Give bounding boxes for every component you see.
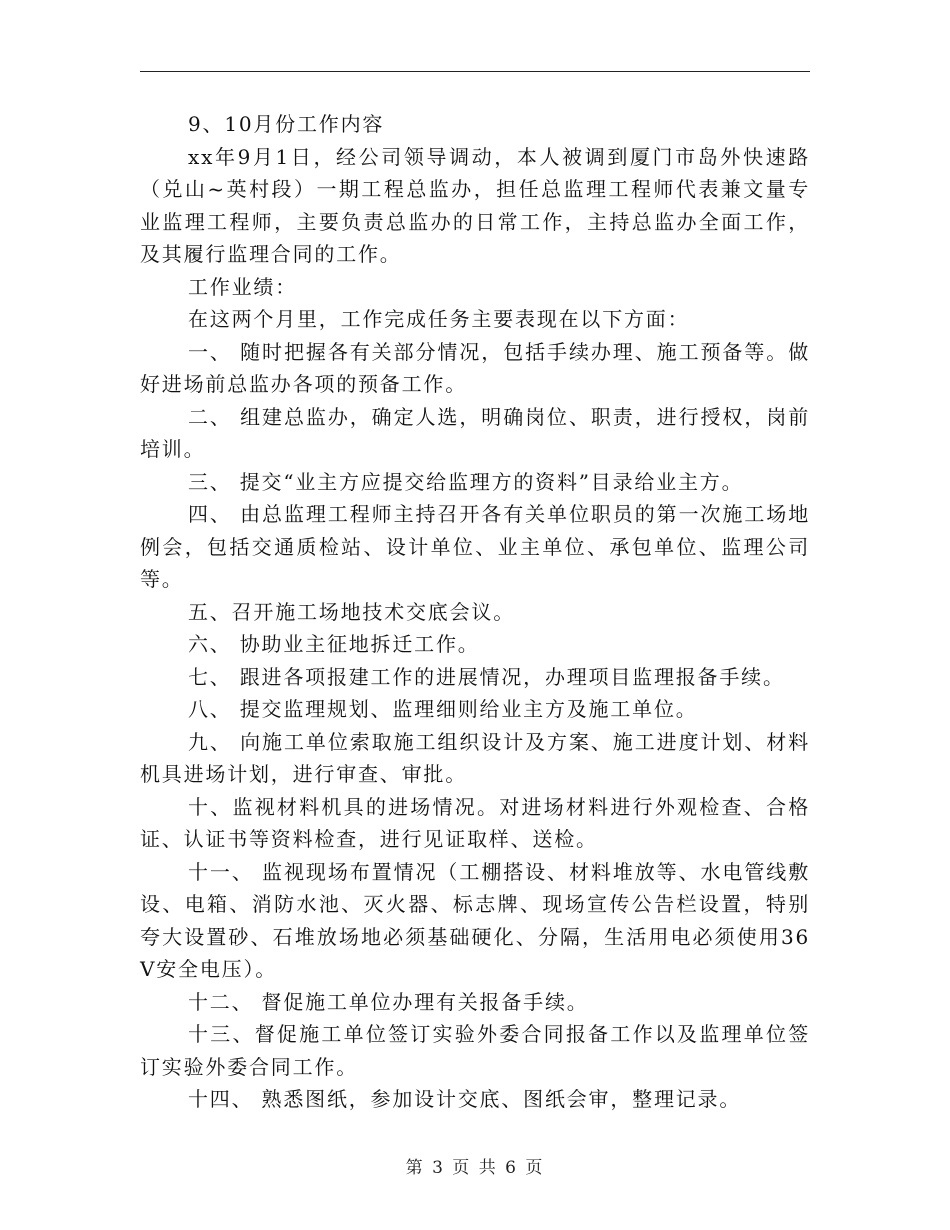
list-item-5: 五、召开施工场地技术交底会议。 [188, 599, 515, 624]
document-body [140, 108, 810, 1116]
list-item-8: 八、 提交监理规划、监理细则给业主方及施工单位。 [188, 697, 698, 721]
list-item-9: 九、 向施工单位索取施工组织设计及方案、施工进度计划、材料机具进场计划，进行审查、审批。 [140, 729, 810, 786]
list-item-2: 二、 组建总监办，确定人选，明确岗位、职责，进行授权，岗前培训。 [140, 404, 810, 461]
list-item-12: 十二、 督促施工单位办理有关报备手续。 [188, 989, 589, 1014]
section-heading: 9、10月份工作内容 [188, 112, 385, 136]
paragraph-work-results-heading: 工作业绩： [188, 274, 297, 299]
paragraph-summary: 在这两个月里，工作完成任务主要表现在以下方面： [188, 307, 690, 331]
list-item-14: 十四、 熟悉图纸，参加设计交底、图纸会审，整理记录。 [188, 1087, 742, 1111]
header-rule [140, 71, 810, 72]
list-item-10: 十、监视材料机具的进场情况。对进场材料进行外观检查、合格证、认证书等资料检查，进行见证取样、送检。 [140, 794, 810, 851]
list-item-4: 四、 由总监理工程师主持召开各有关单位职员的第一次施工场地例会，包括交通质检站、设计单位、业主单位、承包单位、监理公司等。 [140, 502, 810, 591]
list-item-13: 十三、督促施工单位签订实验外委合同报备工作以及监理单位签订实验外委合同工作。 [140, 1022, 810, 1079]
list-item-6: 六、 协助业主征地拆迁工作。 [188, 632, 480, 656]
list-item-1: 一、 随时把握各有关部分情况，包括手续办理、施工预备等。做好进场前总监办各项的预备工作。 [140, 339, 810, 396]
page-number-footer: 第 3 页 共 6 页 [405, 1158, 545, 1178]
paragraph-intro: xx年9月1日，经公司领导调动，本人被调到厦门市岛外快速路（兑山~英村段）一期工程总监办，担任总监理工程师代表兼文量专业监理工程师，主要负责总监办的日常工作，主持总监办全面工作，及其履行监理合同的工作。 [140, 144, 810, 266]
list-item-11: 十一、 监视现场布置情况（工棚搭设、材料堆放等、水电管线敷设、电箱、消防水池、灭火器、标志牌、现场宣传公告栏设置，特别夸大设置砂、石堆放场地必须基础硬化、分隔，生活用电必须使用36V安全电压）。 [140, 859, 810, 981]
list-item-3: 三、 提交“业主方应提交给监理方的资料”目录给业主方。 [188, 469, 744, 494]
list-item-7: 七、 跟进各项报建工作的进展情况，办理项目监理报备手续。 [188, 664, 785, 689]
